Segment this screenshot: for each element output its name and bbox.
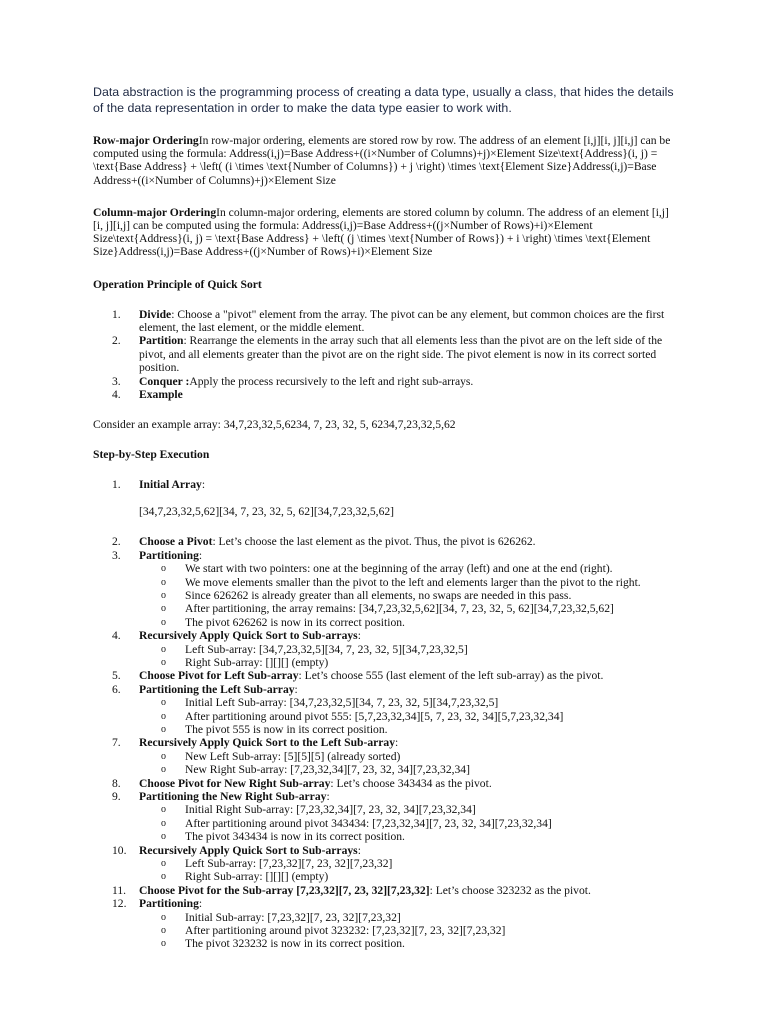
item-bold-label: Partitioning the Left Sub-array (139, 682, 295, 696)
steps-list (93, 535, 678, 951)
list-item (93, 884, 678, 897)
item-text: : Rearrange the elements in the array such that all elements less than the pivot are on the left side of the pivot, and all elements greater than the pivot are on the right side. The pivot element is now in its correct sorted position. (139, 334, 663, 375)
sub-item-text: After partitioning, the array remains: [34,7,23,32,5,62][34, 7, 23, 32, 5, 62][34,7,23,32,5,62] (185, 602, 614, 616)
item-text: : Let’s choose the last element as the pivot. Thus, the pivot is 626262. (212, 535, 536, 549)
bullet-icon: o (161, 723, 166, 735)
sub-item-text: Initial Sub-array: [7,23,32][7, 23, 32][7,23,32] (185, 910, 401, 924)
item-bold-label: Conquer : (139, 374, 190, 388)
sub-list-item (93, 696, 678, 709)
quick-sort-heading: Operation Principle of Quick Sort (93, 277, 262, 291)
sub-item-text: Left Sub-array: [34,7,23,32,5][34, 7, 23, 32, 5][34,7,23,32,5] (185, 642, 468, 656)
list-item (93, 388, 678, 401)
bullet-icon: o (161, 643, 166, 655)
sub-list-item (93, 817, 678, 830)
sub-list-item (93, 924, 678, 937)
item-text: : (201, 478, 206, 492)
bullet-icon: o (161, 817, 166, 829)
item-number: 2. (112, 334, 121, 348)
item-bold-label: Choose Pivot for Left Sub-array (139, 669, 299, 683)
list-item (93, 334, 678, 374)
item-bold-label: Partitioning the New Right Sub-array (139, 790, 327, 803)
bullet-icon: o (161, 925, 166, 937)
sub-list (139, 696, 678, 736)
item-number: 5. (112, 669, 121, 683)
item-number: 4. (112, 629, 121, 643)
sub-list-item (93, 589, 678, 602)
item-number: 1. (112, 307, 121, 321)
sub-list-item (93, 857, 678, 870)
item-bold-label: Partitioning (139, 548, 199, 562)
sub-list-item (93, 643, 678, 656)
example-array-line: Consider an example array: 34,7,23,32,5,6234, 7, 23, 32, 5, 6234,7,23,32,5,62 (93, 418, 456, 432)
list-item (93, 844, 678, 884)
item-bold-label: Recursively Apply Quick Sort to the Left Sub-array (139, 736, 396, 750)
steps-heading: Step-by-Step Execution (93, 448, 210, 462)
sub-item-text: Since 626262 is already greater than all elements, no swaps are needed in this pass. (185, 588, 572, 602)
sub-list-item (93, 602, 678, 615)
initial-array-value (93, 505, 678, 518)
item-number: 1. (112, 478, 121, 492)
item-number: 3. (112, 374, 121, 388)
list-item (93, 549, 678, 629)
sub-list-item (93, 750, 678, 763)
item-number: 3. (112, 548, 121, 562)
bullet-icon: o (161, 911, 166, 923)
item-text: : Choose a "pivot" element from the array. The pivot can be any element, but common choices are the first element, the last element, or the middle element. (139, 307, 665, 335)
sub-item-text: The pivot 555 is now in its correct position. (185, 722, 388, 736)
item-text: : (326, 790, 330, 803)
bullet-icon: o (161, 764, 166, 776)
sub-list (139, 643, 678, 670)
list-item (93, 897, 678, 951)
document-page (93, 85, 678, 951)
list-item (93, 777, 678, 790)
item-bold-label: Recursively Apply Quick Sort to Sub-arrays (139, 843, 358, 857)
bullet-icon: o (161, 871, 166, 883)
bullet-icon: o (161, 576, 166, 588)
bullet-icon: o (161, 656, 166, 668)
list-item (93, 308, 678, 335)
item-bold-label: Recursively Apply Quick Sort to Sub-arrays (139, 629, 358, 643)
bullet-icon: o (161, 616, 166, 628)
column-major-paragraph (93, 206, 678, 259)
principles-list (93, 308, 678, 402)
sub-item-text: After partitioning around pivot 555: [5,7,23,32,34][5, 7, 23, 32, 34][5,7,23,32,34] (185, 709, 564, 723)
item-bold-label: Initial Array (139, 478, 202, 492)
sub-item-text: Right Sub-array: [][][] (empty) (185, 870, 329, 884)
sub-list-item (93, 911, 678, 924)
sub-item-text: We start with two pointers: one at the beginning of the array (left) and one at the end (right). (185, 562, 613, 576)
bullet-icon: o (161, 831, 166, 843)
bullet-icon: o (161, 804, 166, 816)
bullet-icon: o (161, 938, 166, 950)
sub-list-item (93, 763, 678, 776)
sub-list (139, 562, 678, 629)
item-number: 4. (112, 388, 121, 402)
sub-item-text: The pivot 343434 is now in its correct position. (185, 830, 405, 844)
item-bold-label: Choose Pivot for New Right Sub-array (139, 776, 331, 790)
item-text: : Let’s choose 323232 as the pivot. (429, 883, 591, 897)
sub-list-item (93, 723, 678, 736)
item-bold-label: Partition (139, 334, 184, 348)
column-major-text: In column-major ordering, elements are stored column by column. The address of an element [i,j][i, j][i,j] can be computed using the formula: Address(i,j)=Base Address+((j×Number of Rows)+i)×Element Size\text{Address}(i, j) = \text{Base Address} + \left( (j \times \text{Number of Rows}) + i \right) \times \text{Element Size}Address(i,j)=Base Address+((j×Number of Rows)+i)×Element Size (93, 205, 669, 259)
item-text: : (357, 629, 361, 643)
item-number: 6. (112, 682, 121, 696)
sub-list-item (93, 870, 678, 883)
sub-list (139, 911, 678, 951)
list-item (93, 736, 678, 776)
item-text: : (198, 897, 203, 911)
sub-list-item (93, 830, 678, 843)
sub-item-text: Right Sub-array: [][][] (empty) (185, 655, 329, 669)
item-text: : Let’s choose 343434 as the pivot. (330, 776, 492, 790)
item-number: 2. (112, 535, 121, 549)
sub-list (139, 750, 678, 777)
sub-item-text: The pivot 626262 is now in its correct position. (185, 615, 405, 629)
sub-item-text: New Left Sub-array: [5][5][5] (already sorted) (185, 749, 401, 763)
item-text: : (294, 682, 298, 696)
item-text: : (357, 843, 361, 857)
list-item (93, 375, 678, 388)
bullet-icon: o (161, 710, 166, 722)
item-number: 10. (112, 843, 127, 857)
list-item (93, 683, 678, 737)
item-number: 7. (112, 736, 121, 750)
sub-item-text: Left Sub-array: [7,23,32][7, 23, 32][7,23,32] (185, 857, 393, 871)
item-bold-label: Example (139, 388, 183, 402)
sub-list-item (93, 656, 678, 669)
bullet-icon: o (161, 697, 166, 709)
row-major-paragraph (93, 134, 678, 187)
list-item (93, 790, 678, 844)
bullet-icon: o (161, 858, 166, 870)
bullet-icon: o (161, 750, 166, 762)
item-text: : (395, 736, 399, 750)
sub-item-text: New Right Sub-array: [7,23,32,34][7, 23, 32, 34][7,23,32,34] (185, 763, 470, 777)
sub-item-text: The pivot 323232 is now in its correct position. (185, 937, 405, 951)
list-item (93, 478, 678, 491)
bullet-icon: o (161, 589, 166, 601)
bullet-icon: o (161, 603, 166, 615)
sub-item-text: Initial Right Sub-array: [7,23,32,34][7, 23, 32, 34][7,23,32,34] (185, 803, 476, 817)
sub-list-item (93, 616, 678, 629)
item-text: : (198, 548, 203, 562)
item-text: : Let’s choose 555 (last element of the left sub-array) as the pivot. (298, 669, 604, 683)
item-number: 11. (112, 883, 127, 897)
sub-list-item (93, 937, 678, 950)
item-bold-label: Partitioning (139, 897, 199, 911)
item-number: 9. (112, 790, 121, 803)
sub-list-item (93, 710, 678, 723)
row-major-title: Row-major Ordering (93, 134, 199, 147)
sub-item-text: We move elements smaller than the pivot to the left and elements larger than the pivot to the right. (185, 575, 641, 589)
item-bold-label: Divide (139, 307, 172, 321)
initial-array-text: [34,7,23,32,5,62][34, 7, 23, 32, 5, 62][34,7,23,32,5,62] (139, 504, 395, 518)
item-number: 8. (112, 776, 121, 790)
row-major-text: In row-major ordering, elements are stored row by row. The address of an element [i,j][i, j][i,j] can be computed using the formula: Address(i,j)=Base Address+((i×Number of Columns)+j)×Element Size\text{Address}(i, j) = \text{Base Address} + \left( (i \times \text{Number of Columns}) + j \right) \times \text{Element Size}Address(i,j)=Base Address+((i×Number of Columns)+j)×Element Size (93, 134, 671, 187)
item-bold-label: Choose a Pivot (139, 535, 213, 549)
list-item (93, 629, 678, 669)
sub-list-item (93, 803, 678, 816)
item-bold-label: Choose Pivot for the Sub-array [7,23,32][7, 23, 32][7,23,32] (139, 883, 430, 897)
item-text: Apply the process recursively to the left and right sub-arrays. (189, 374, 474, 388)
item-number: 12. (112, 897, 127, 911)
list-item (93, 669, 678, 682)
sub-item-text: After partitioning around pivot 323232: [7,23,32][7, 23, 32][7,23,32] (185, 924, 506, 938)
list-item (93, 535, 678, 548)
sub-item-text: After partitioning around pivot 343434: [7,23,32,34][7, 23, 32, 34][7,23,32,34] (185, 816, 552, 830)
sub-list (139, 857, 678, 884)
sub-list-item (93, 562, 678, 575)
sub-list (139, 803, 678, 843)
sub-list-item (93, 576, 678, 589)
steps-list-first (93, 478, 678, 518)
bullet-icon: o (161, 563, 166, 575)
sub-item-text: Initial Left Sub-array: [34,7,23,32,5][34, 7, 23, 32, 5][34,7,23,32,5] (185, 696, 499, 710)
intro-paragraph: Data abstraction is the programming process of creating a data type, usually a class, that hides the details of the data representation in order to make the data type easier to work with. (93, 85, 674, 115)
column-major-title: Column-major Ordering (93, 205, 217, 219)
